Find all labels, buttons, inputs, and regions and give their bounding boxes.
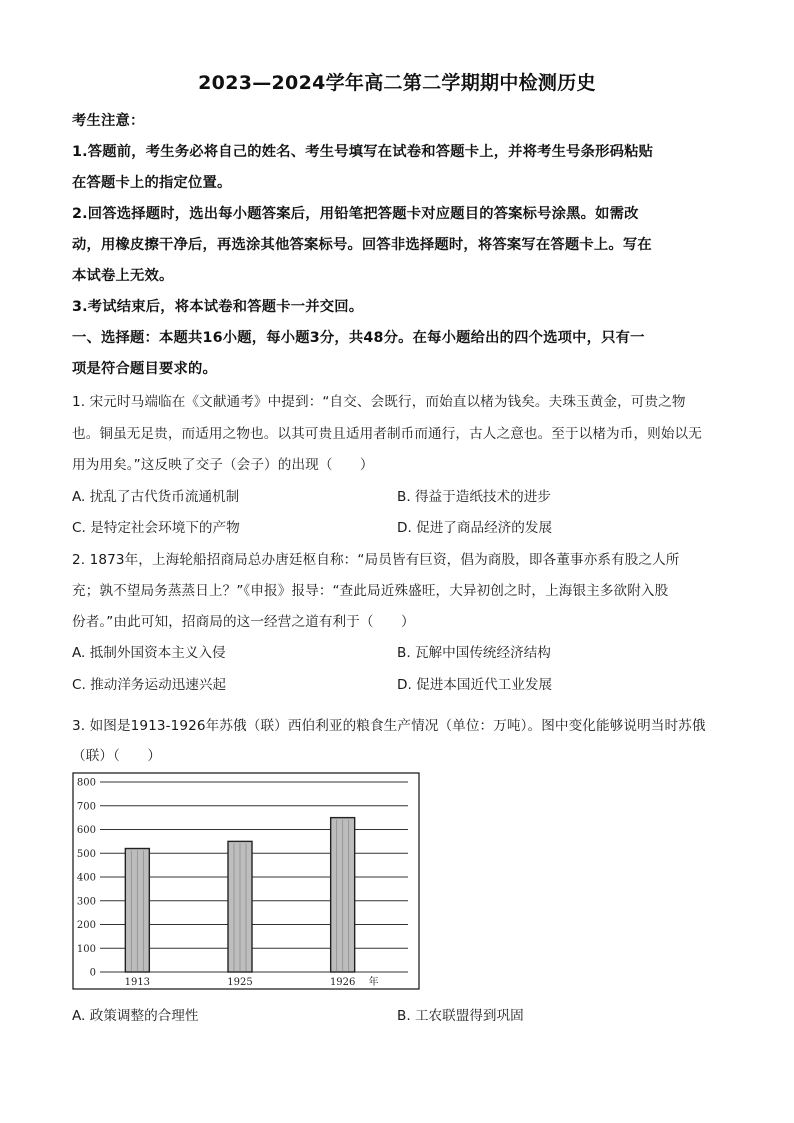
notice-line: 本试卷上无效。 <box>72 268 174 284</box>
page-title: 2023—2024学年高二第二学期期中检测历史 <box>198 72 596 94</box>
notice-line: 动，用橡皮擦干净后，再选涂其他答案标号。回答非选择题时，将答案写在答题卡上。写在 <box>72 237 652 253</box>
x-tick-label: 1925 <box>227 977 253 988</box>
x-unit-label: 年 <box>368 977 379 988</box>
question-2-text: 充；孰不望局务蒸蒸日上？”《申报》报导：“查此局近殊盛旺，大异初创之时，上海银主多欲附入股 <box>72 583 669 599</box>
question-3-text: 3. 如图是1913-1926年苏俄（联）西伯利亚的粮食生产情况（单位：万吨）。图中变化能够说明当时苏俄 <box>72 718 706 734</box>
y-tick-label: 800 <box>76 777 96 789</box>
question-1-option-a[interactable]: A. 扰乱了古代货币流通机制 <box>72 489 240 505</box>
y-tick-label: 400 <box>76 872 96 884</box>
notice-heading: 考生注意： <box>72 113 145 129</box>
y-tick-label: 0 <box>89 967 96 979</box>
question-3-text: （联）（ ） <box>72 748 162 764</box>
y-tick-label: 100 <box>76 943 96 955</box>
question-1-option-d[interactable]: D. 促进了商品经济的发展 <box>397 520 553 536</box>
question-2-option-a[interactable]: A. 抵制外国资本主义入侵 <box>72 645 226 661</box>
question-2-option-d[interactable]: D. 促进本国近代工业发展 <box>397 677 553 693</box>
grain-production-chart <box>72 772 420 990</box>
question-3-option-a[interactable]: A. 政策调整的合理性 <box>72 1008 199 1024</box>
y-tick-label: 500 <box>76 848 96 860</box>
y-tick-label: 300 <box>76 896 96 908</box>
notice-line: 1.答题前，考生务必将自己的姓名、考生号填写在试卷和答题卡上，并将考生号条形码粘贴 <box>72 144 654 160</box>
y-tick-label: 200 <box>76 920 96 931</box>
question-1-option-c[interactable]: C. 是特定社会环境下的产物 <box>72 520 240 536</box>
question-1-text: 也。铜虽无足贵，而适用之物也。以其可贵且适用者制币而通行，古人之意也。至于以楮为币，则始以无 <box>72 426 702 442</box>
y-tick-label: 700 <box>76 801 96 813</box>
question-2-option-b[interactable]: B. 瓦解中国传统经济结构 <box>397 645 551 661</box>
question-2-text: 份者。”由此可知，招商局的这一经营之道有利于（ ） <box>72 614 415 630</box>
y-tick-label: 600 <box>76 825 96 836</box>
question-2-text: 2. 1873年，上海轮船招商局总办唐廷枢自称：“局员皆有巨资，倡为商股，即各董事亦系有股之人所 <box>72 552 680 568</box>
grain-chart-svg <box>72 772 420 990</box>
section-heading: 一、选择题：本题共16小题，每小题3分，共48分。在每小题给出的四个选项中，只有一 <box>72 330 645 346</box>
x-tick-label: 1913 <box>124 977 151 988</box>
section-heading: 项是符合题目要求的。 <box>72 361 217 377</box>
question-1-text: 用为用矣。”这反映了交子（会子）的出现（ ） <box>72 457 374 473</box>
question-2-option-c[interactable]: C. 推动洋务运动迅速兴起 <box>72 677 227 693</box>
x-tick-label: 1926 <box>329 977 356 988</box>
question-1-option-b[interactable]: B. 得益于造纸技术的进步 <box>397 489 551 505</box>
notice-line: 2.回答选择题时，选出每小题答案后，用铅笔把答题卡对应题目的答案标号涂黑。如需改 <box>72 206 639 222</box>
question-3-option-b[interactable]: B. 工农联盟得到巩固 <box>397 1008 524 1024</box>
notice-line: 3.考试结束后，将本试卷和答题卡一并交回。 <box>72 299 364 315</box>
question-1-text: 1. 宋元时马端临在《文献通考》中提到：“自交、会既行，而始直以楮为钱矣。夫珠玉黄金，可贵之物 <box>72 394 686 410</box>
notice-line: 在答题卡上的指定位置。 <box>72 175 232 191</box>
